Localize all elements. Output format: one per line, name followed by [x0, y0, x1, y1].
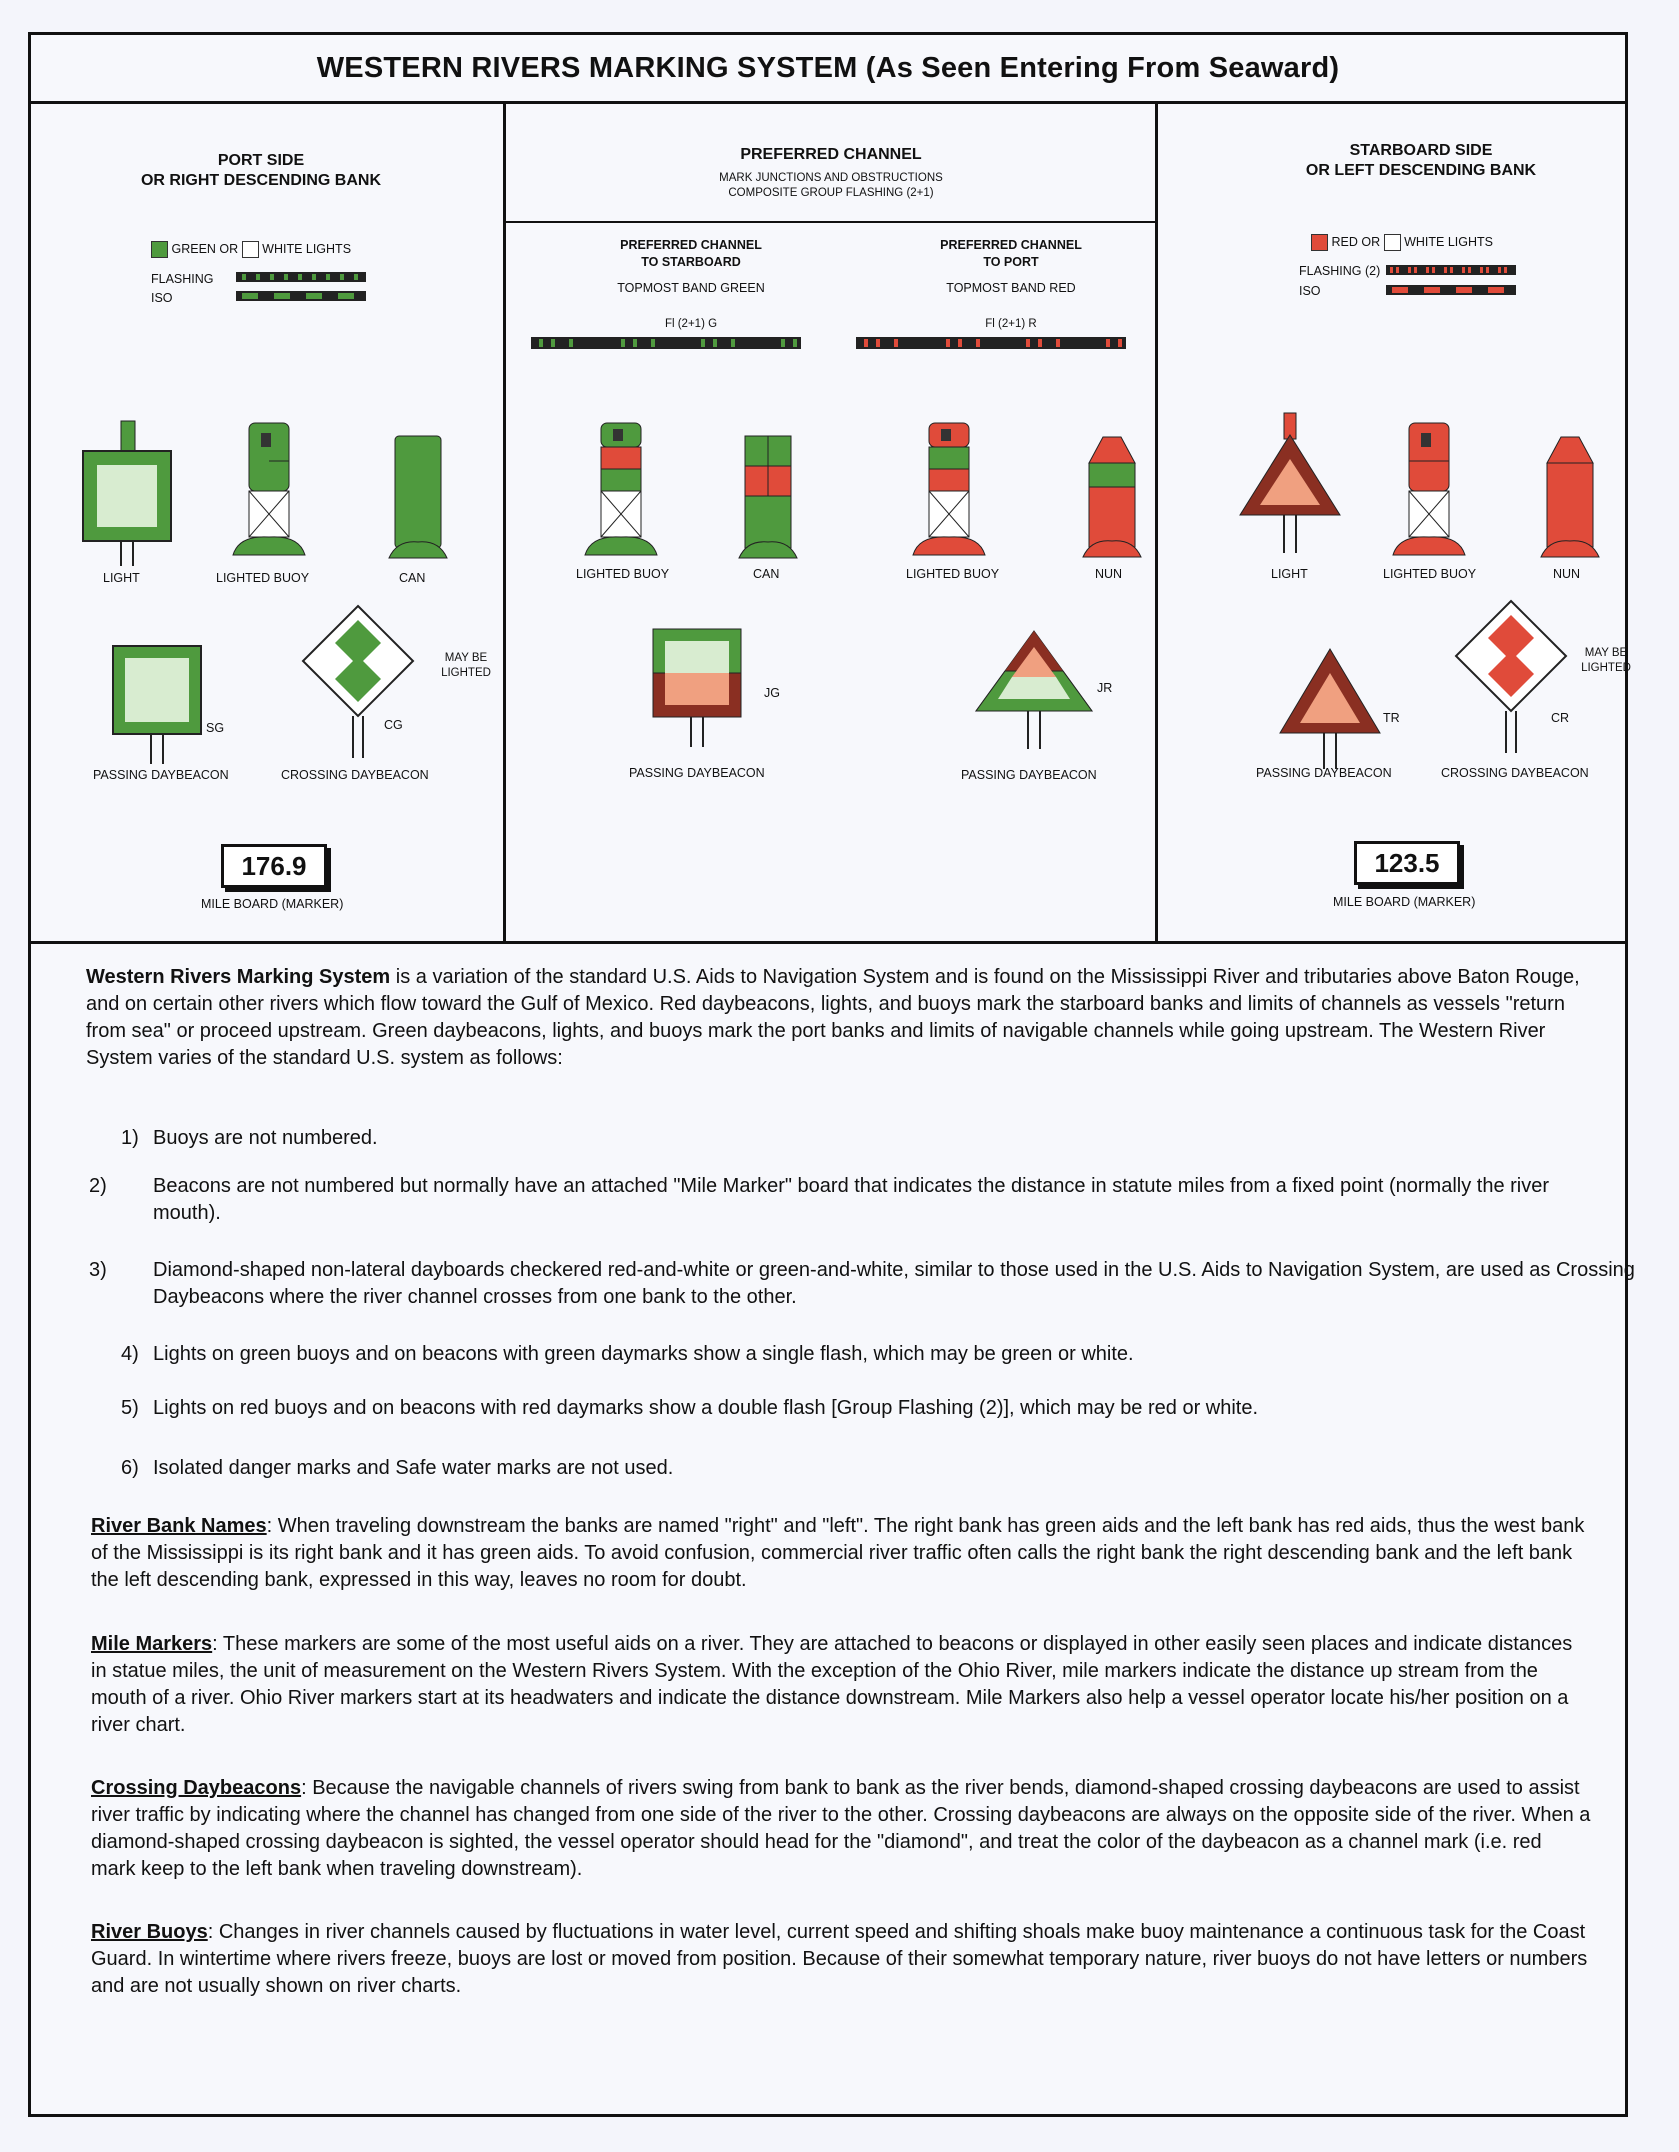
starboard-cr-label: CR	[1551, 711, 1570, 725]
preferred-nun-label: NUN	[1095, 567, 1123, 581]
preferred-port-lighted-buoy	[911, 423, 991, 558]
preferred-stbd-header: PREFERRED CHANNEL TO STARBOARD	[620, 238, 762, 269]
preferred-jg-daybeacon	[651, 629, 746, 754]
intro-paragraph	[86, 964, 1586, 1072]
list-item: 3) Diamond-shaped non-lateral dayboards checkered red-and-white or green-and-white, similar to those used in the U.S. Aids to Navigation System, are used as Crossing Daybeacons where the river channel crosses from one bank to the other.	[89, 1259, 1635, 1308]
preferred-stbd-lighted-buoy-label: LIGHTED BUOY	[576, 567, 670, 581]
starboard-mile-board: 123.5	[1354, 841, 1460, 885]
preferred-divider	[505, 221, 1155, 223]
preferred-port-passing-label: PASSING DAYBEACON	[961, 768, 1097, 782]
port-cg-label: CG	[384, 718, 403, 732]
preferred-jr-daybeacon	[976, 631, 1096, 756]
starboard-lighted-buoy	[1391, 423, 1471, 558]
preferred-can-label: CAN	[753, 567, 780, 581]
port-flashing-label: FLASHING	[151, 272, 214, 286]
section-river-buoys: River Buoys: Changes in river channels caused by fluctuations in water level, current speed and shifting shoals make buoy maintenance a continuous task for the Coast Guard. In wintertime where rivers freeze, buoys are lost or moved from position. Because of their somewhat temporary nature, river buoys do not have letters or numbers and are not usually shown on river charts.	[91, 1921, 1588, 1997]
starboard-lighted-buoy-label: LIGHTED BUOY	[1383, 567, 1477, 581]
starboard-crossing-label: CROSSING DAYBEACON	[1441, 766, 1589, 780]
port-crossing-label: CROSSING DAYBEACON	[281, 768, 429, 782]
port-passing-label: PASSING DAYBEACON	[93, 768, 229, 782]
white-swatch	[1384, 234, 1401, 251]
port-iso-label: ISO	[151, 291, 173, 305]
starboard-passing-label: PASSING DAYBEACON	[1256, 766, 1392, 780]
preferred-subtitle: MARK JUNCTIONS AND OBSTRUCTIONS COMPOSITE GROUP FLASHING (2+1)	[719, 172, 943, 199]
preferred-jr-label: JR	[1097, 681, 1113, 695]
starboard-light-beacon	[1236, 413, 1346, 558]
column-divider-left	[503, 101, 506, 941]
page-frame	[28, 32, 1635, 2117]
list-item: 1) Buoys are not numbered.	[121, 1127, 378, 1149]
green-swatch	[151, 241, 168, 258]
starboard-iso-label: ISO	[1299, 284, 1321, 298]
port-may-be-lighted: MAY BE LIGHTED	[441, 652, 491, 679]
intro-body: is a variation of the standard U.S. Aids to Navigation System and is found on the Mississippi River and tributaries above Baton Rouge, and on certain other rivers which flow toward the Gulf of Mexico. Red daybeacons, lights, and buoys mark the starboard banks and limits of channels as vessels "return from sea" or proceed upstream. Green daybeacons, lights, and buoys mark the port banks and limits of navigable channels while going upstream. The Western River System varies of the standard U.S. system as follows:	[86, 966, 1580, 1069]
preferred-port-light-label: Fl (2+1) R	[985, 318, 1037, 330]
port-sg-label: SG	[206, 721, 225, 735]
preferred-port-light-pattern	[856, 337, 1126, 351]
preferred-nun-buoy	[1083, 433, 1143, 561]
marker-diagram	[31, 101, 1631, 944]
section-crossing-daybeacons: Crossing Daybeacons: Because the navigable channels of rivers swing from bank to bank as the river bends, diamond-shaped crossing daybeacons are used to assist river traffic by indicating where the channel has changed from one side of the river to the other. Crossing daybeacons are always on the opposite side of the river. When a diamond-shaped crossing daybeacon is sighted, the vessel operator should head for the "diamond", and treat the color of the daybeacon as a channel mark (i.e. red mark keep to the left bank when traveling downstream).	[91, 1777, 1591, 1880]
starboard-legend: RED OR WHITE LIGHTS	[1311, 234, 1493, 251]
starboard-mile-label: MILE BOARD (MARKER)	[1333, 895, 1476, 909]
starboard-nun-label: NUN	[1553, 567, 1581, 581]
intro-lead: Western Rivers Marking System	[86, 966, 391, 988]
preferred-stbd-light-label: Fl (2+1) G	[664, 318, 718, 330]
port-can-buoy	[389, 436, 449, 561]
preferred-port-header: PREFERRED CHANNEL TO PORT	[940, 238, 1082, 269]
port-can-label: CAN	[399, 571, 426, 585]
port-light-beacon	[81, 421, 176, 561]
list-item: 2) Beacons are not numbered but normally have an attached "Mile Marker" board that indicates the distance in statute miles from a fixed point (normally the river mouth).	[89, 1175, 1550, 1224]
port-mile-board: 176.9	[221, 844, 327, 888]
white-swatch	[242, 241, 259, 258]
preferred-stbd-passing-label: PASSING DAYBEACON	[629, 766, 765, 780]
preferred-header: PREFERRED CHANNEL	[740, 146, 922, 163]
port-legend: GREEN OR WHITE LIGHTS	[151, 241, 351, 258]
starboard-may-be-lighted: MAY BE LIGHTED	[1581, 647, 1631, 674]
starboard-passing-daybeacon	[1276, 649, 1386, 774]
port-header: PORT SIDE OR RIGHT DESCENDING BANK	[140, 152, 381, 189]
red-swatch	[1311, 234, 1328, 251]
port-passing-daybeacon	[111, 646, 221, 771]
port-light-pattern	[236, 271, 366, 307]
starboard-nun-buoy	[1541, 433, 1601, 561]
starboard-tr-label: TR	[1383, 711, 1400, 725]
preferred-jg-label: JG	[764, 686, 780, 700]
preferred-stbd-lighted-buoy	[583, 423, 663, 558]
port-light-label: LIGHT	[103, 571, 140, 585]
port-lighted-buoy-label: LIGHTED BUOY	[216, 571, 310, 585]
starboard-light-label: LIGHT	[1271, 567, 1308, 581]
port-mile-label: MILE BOARD (MARKER)	[201, 897, 344, 911]
port-lighted-buoy	[231, 423, 311, 558]
starboard-header: STARBOARD SIDE OR LEFT DESCENDING BANK	[1305, 142, 1537, 179]
starboard-light-pattern	[1386, 265, 1516, 299]
section-mile-markers: Mile Markers: These markers are some of the most useful aids on a river. They are attached to beacons or displayed in other easily seen places and indicate distances in statue miles, the unit of measurement on the Western Rivers System. With the exception of the Ohio River, mile markers indicate the distance up stream from the mouth of a river. Ohio River markers start at its headwaters and indicate the distance downstream. Mile Markers also help a vessel operator locate his/her position on a river chart.	[91, 1633, 1573, 1736]
section-river-bank-names: River Bank Names: When traveling downstream the banks are named "right" and "left". The right bank has green aids and the left bank has red aids, thus the west bank of the Mississippi is its right bank and it has green aids. To avoid confusion, commercial river traffic often calls the right bank the right descending bank and the left bank the left descending bank, expressed in this way, leaves no room for doubt.	[91, 1515, 1585, 1591]
page-title: WESTERN RIVERS MARKING SYSTEM (As Seen Entering From Seaward)	[31, 35, 1625, 104]
preferred-port-lighted-buoy-label: LIGHTED BUOY	[906, 567, 1000, 581]
starboard-crossing-daybeacon	[1454, 601, 1569, 761]
starboard-flashing-label: FLASHING (2)	[1299, 264, 1381, 278]
list-item: 5) Lights on red buoys and on beacons with red daymarks show a double flash [Group Flashing (2)], which may be red or white.	[121, 1397, 1259, 1419]
preferred-port-topband: TOPMOST BAND RED	[946, 281, 1076, 295]
preferred-stbd-topband: TOPMOST BAND GREEN	[617, 281, 765, 295]
preferred-stbd-light-pattern	[531, 337, 801, 351]
list-item: 6) Isolated danger marks and Safe water marks are not used.	[121, 1457, 674, 1479]
port-crossing-daybeacon	[301, 606, 416, 766]
column-divider-right	[1155, 101, 1158, 941]
preferred-can-buoy	[739, 436, 799, 561]
list-item: 4) Lights on green buoys and on beacons with green daymarks show a single flash, which may be green or white.	[121, 1343, 1134, 1365]
